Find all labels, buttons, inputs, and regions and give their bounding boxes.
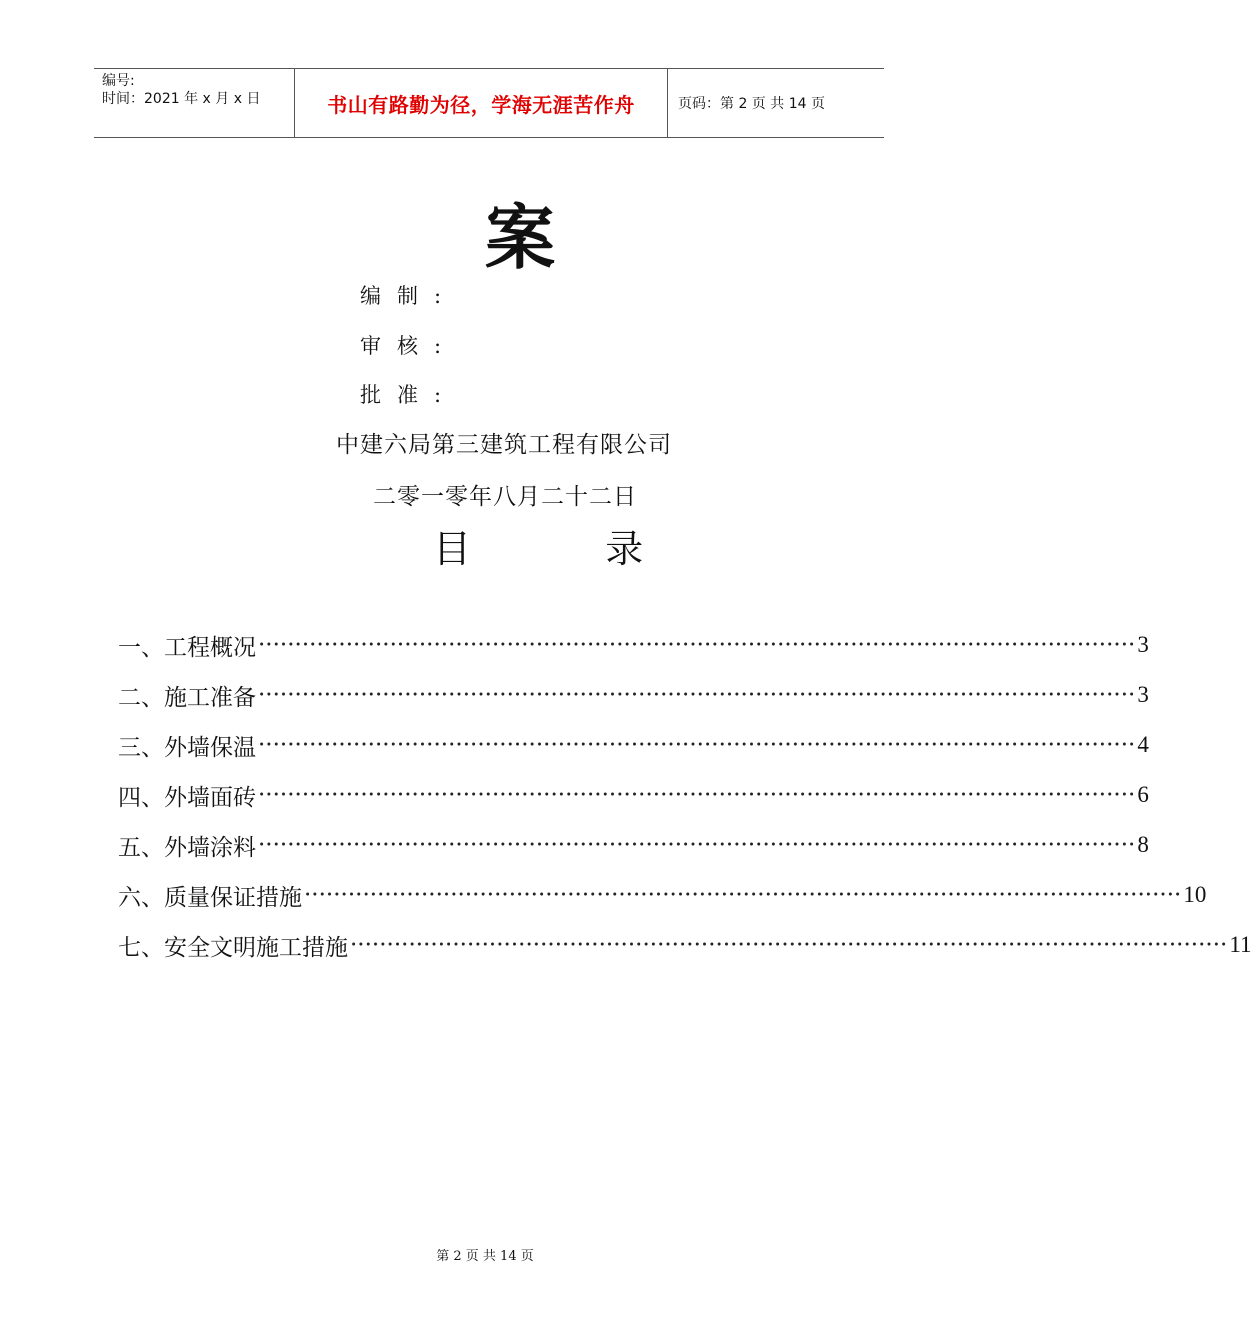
toc-heading-left: 目 <box>433 527 472 571</box>
toc-item-page: 3 <box>1137 682 1149 707</box>
toc-item[interactable] <box>118 770 1149 820</box>
toc-leader-dots: ························································································································ <box>258 832 1136 858</box>
signoff-review: 审核: <box>360 334 458 358</box>
toc-item-number: 三、 <box>118 734 164 761</box>
toc-heading-right: 录 <box>605 527 644 571</box>
toc-item-number: 二、 <box>118 684 164 711</box>
toc-item-page: 10 <box>1183 882 1207 907</box>
toc-item[interactable] <box>118 720 1149 770</box>
toc-item-text: 安全文明施工措施 <box>164 934 348 961</box>
header-page-label: 页码：第 2 页 共 14 页 <box>678 96 825 112</box>
toc-item-text: 施工准备 <box>164 684 256 711</box>
toc-item-text: 质量保证措施 <box>164 884 302 911</box>
signoff-compile: 编制: <box>360 284 458 308</box>
title-character: 案 <box>485 196 555 279</box>
toc-item-number: 四、 <box>118 784 164 811</box>
document-date: 二零一零年八月二十二日 <box>373 484 637 510</box>
toc-leader-dots: ························································································································ <box>304 882 1182 908</box>
header-motto: 书山有路勤为径，学海无涯苦作舟 <box>295 69 668 137</box>
page-header <box>94 68 884 138</box>
toc-item-text: 工程概况 <box>164 634 256 661</box>
toc-item[interactable] <box>118 820 1149 870</box>
toc-item-number: 七、 <box>118 934 164 961</box>
toc-item-number: 五、 <box>118 834 164 861</box>
signoff-approve: 批准: <box>360 383 458 407</box>
toc-item[interactable] <box>118 620 1149 670</box>
toc-item-page: 6 <box>1137 782 1149 807</box>
toc-leader-dots: ························································································································ <box>258 632 1136 658</box>
toc-item-text: 外墙涂料 <box>164 834 256 861</box>
toc-item-number: 一、 <box>118 634 164 661</box>
toc-item-page: 8 <box>1137 832 1149 857</box>
toc-item[interactable] <box>118 670 1149 720</box>
header-meta <box>94 69 295 137</box>
toc-item-number: 六、 <box>118 884 164 911</box>
page-footer: 第 2 页 共 14 页 <box>436 1249 534 1264</box>
toc-item-page: 4 <box>1137 732 1149 757</box>
toc-item[interactable] <box>118 870 1207 920</box>
toc-heading <box>433 518 643 573</box>
toc-leader-dots: ························································································································ <box>350 932 1228 958</box>
time-label: 时间：2021 年 x 月 x 日 <box>102 91 261 107</box>
toc-item[interactable] <box>118 920 1251 970</box>
company-name: 中建六局第三建筑工程有限公司 <box>336 432 672 458</box>
toc-item-text: 外墙保温 <box>164 734 256 761</box>
table-of-contents <box>118 620 1251 970</box>
toc-leader-dots: ························································································································ <box>258 732 1136 758</box>
toc-item-page: 3 <box>1137 632 1149 657</box>
toc-item-text: 外墙面砖 <box>164 784 256 811</box>
toc-leader-dots: ························································································································ <box>258 782 1136 808</box>
toc-leader-dots: ························································································································ <box>258 682 1136 708</box>
toc-item-page: 11 <box>1229 932 1251 957</box>
number-label: 编号: <box>102 73 135 89</box>
